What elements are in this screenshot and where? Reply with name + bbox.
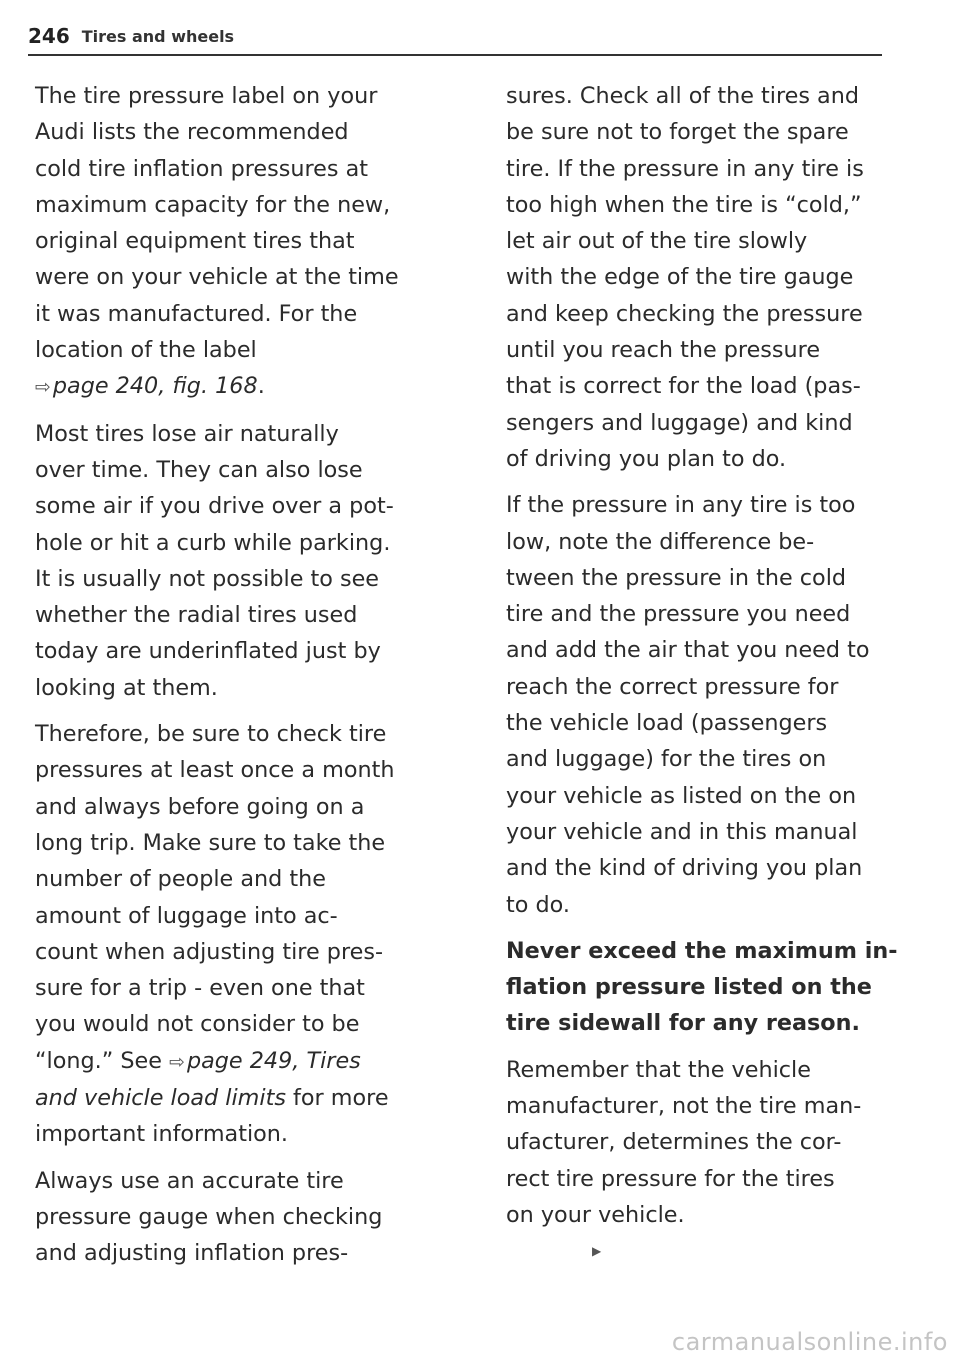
paragraph-manufacturer xyxy=(506,1052,931,1270)
page-reference-link[interactable]: page 240, fig. 168 xyxy=(52,373,258,400)
page-reference-link[interactable]: page 249, Tires xyxy=(186,1047,361,1074)
text-line: sures. Check all of the tires and xyxy=(506,83,859,109)
text-line: pressure gauge when checking xyxy=(35,1203,383,1230)
text-line: your vehicle and in this manual xyxy=(506,818,858,845)
text-line: pressures at least once a month xyxy=(35,757,395,784)
text-line: and vehicle load limits for more xyxy=(35,1085,389,1112)
text-line: and add the air that you need to xyxy=(506,637,870,664)
text-line: sure for a trip - even one that xyxy=(35,975,365,1002)
text-line: be sure not to forget the spare xyxy=(506,119,849,146)
text-line: manufacturer, not the tire man- xyxy=(506,1093,862,1120)
paragraph-check-monthly xyxy=(35,716,460,1153)
left-column xyxy=(35,78,460,1282)
page-number: 246 xyxy=(28,24,70,48)
text-line: tween the pressure in the cold xyxy=(506,564,847,591)
text-line: If the pressure in any tire is too xyxy=(506,492,856,519)
text-line: too high when the tire is “cold,” xyxy=(506,191,862,218)
text-line: important information. xyxy=(35,1121,289,1148)
text-line: Audi lists the recommended xyxy=(35,119,349,146)
text-line: some air if you drive over a pot- xyxy=(35,493,394,520)
text-line: “long.” See ⇨page 249, Tires xyxy=(35,1047,361,1074)
text-line: count when adjusting tire pres- xyxy=(35,938,383,965)
text-line: and luggage) for the tires on xyxy=(506,746,827,773)
arrow-right-icon: ⇨ xyxy=(169,1050,185,1073)
paragraph-accurate-gauge xyxy=(35,1163,460,1272)
text-line: long trip. Make sure to take the xyxy=(35,829,386,856)
text-line: reach the correct pressure for xyxy=(506,673,839,700)
text-line: The tire pressure label on your xyxy=(35,83,378,109)
text-line: and the kind of driving you plan xyxy=(506,855,863,882)
page-reference-link-cont[interactable]: and vehicle load limits xyxy=(35,1085,286,1112)
text-line: amount of luggage into ac- xyxy=(35,902,338,929)
continue-arrow-icon: ▶ xyxy=(592,1244,602,1259)
right-column xyxy=(506,78,931,1280)
text-line: ⇨page 240, fig. 168. xyxy=(35,373,265,400)
text-line: Therefore, be sure to check tire xyxy=(35,721,387,748)
text-line: you would not consider to be xyxy=(35,1011,360,1038)
text-line: Always use an accurate tire xyxy=(35,1167,344,1194)
text-line: over time. They can also lose xyxy=(35,456,363,483)
text-line: Most tires lose air naturally xyxy=(35,420,339,447)
page-header xyxy=(28,18,882,56)
text-line: flation pressure listed on the xyxy=(506,974,872,1001)
text-line: looking at them. xyxy=(35,674,218,701)
text-line: it was manufactured. For the xyxy=(35,300,358,327)
text-line: were on your vehicle at the time xyxy=(35,264,399,291)
text-line: that is correct for the load (pas- xyxy=(506,373,861,400)
text-line: sengers and luggage) and kind xyxy=(506,409,853,436)
text-line: maximum capacity for the new, xyxy=(35,191,391,218)
text-line: number of people and the xyxy=(35,866,326,893)
text-line: and always before going on a xyxy=(35,793,365,820)
arrow-right-icon: ⇨ xyxy=(35,376,51,399)
text-line: It is usually not possible to see xyxy=(35,565,380,592)
text-line: Never exceed the maximum in- xyxy=(506,937,898,964)
text-line: let air out of the tire slowly xyxy=(506,228,808,255)
paragraph-pressure-low xyxy=(506,487,931,923)
paragraph-warning-bold xyxy=(506,933,931,1042)
text-line: the vehicle load (passengers xyxy=(506,710,828,737)
text-line: location of the label xyxy=(35,337,257,364)
text-line: low, note the difference be- xyxy=(506,528,815,555)
text-line: tire. If the pressure in any tire is xyxy=(506,155,864,182)
paragraph-air-loss xyxy=(35,416,460,706)
section-title: Tires and wheels xyxy=(81,26,235,46)
text-line: whether the radial tires used xyxy=(35,602,358,629)
text-line: to do. xyxy=(506,891,570,918)
text-line: tire sidewall for any reason. xyxy=(506,1010,860,1037)
text-line: rect tire pressure for the tires xyxy=(506,1165,835,1192)
text-line: today are underinflated just by xyxy=(35,638,381,665)
text-line: and keep checking the pressure xyxy=(506,300,863,327)
text-line: and adjusting inflation pres- xyxy=(35,1240,349,1267)
text-line: with the edge of the tire gauge xyxy=(506,264,854,291)
text-line: original equipment tires that xyxy=(35,228,355,255)
text-line: hole or hit a curb while parking. xyxy=(35,529,391,556)
text-line: until you reach the pressure xyxy=(506,337,821,364)
text-line: ufacturer, determines the cor- xyxy=(506,1129,842,1156)
text-line: on your vehicle. ▶ xyxy=(506,1197,931,1270)
text-line: of driving you plan to do. xyxy=(506,445,787,472)
paragraph-check-all-tires xyxy=(506,78,931,477)
watermark: carmanualsonline.info xyxy=(671,1328,948,1356)
paragraph-tire-label xyxy=(35,78,460,406)
text-line: your vehicle as listed on the on xyxy=(506,782,857,809)
text-line: tire and the pressure you need xyxy=(506,601,851,628)
text-line: Remember that the vehicle xyxy=(506,1056,811,1083)
text-line: cold tire inflation pressures at xyxy=(35,155,369,182)
